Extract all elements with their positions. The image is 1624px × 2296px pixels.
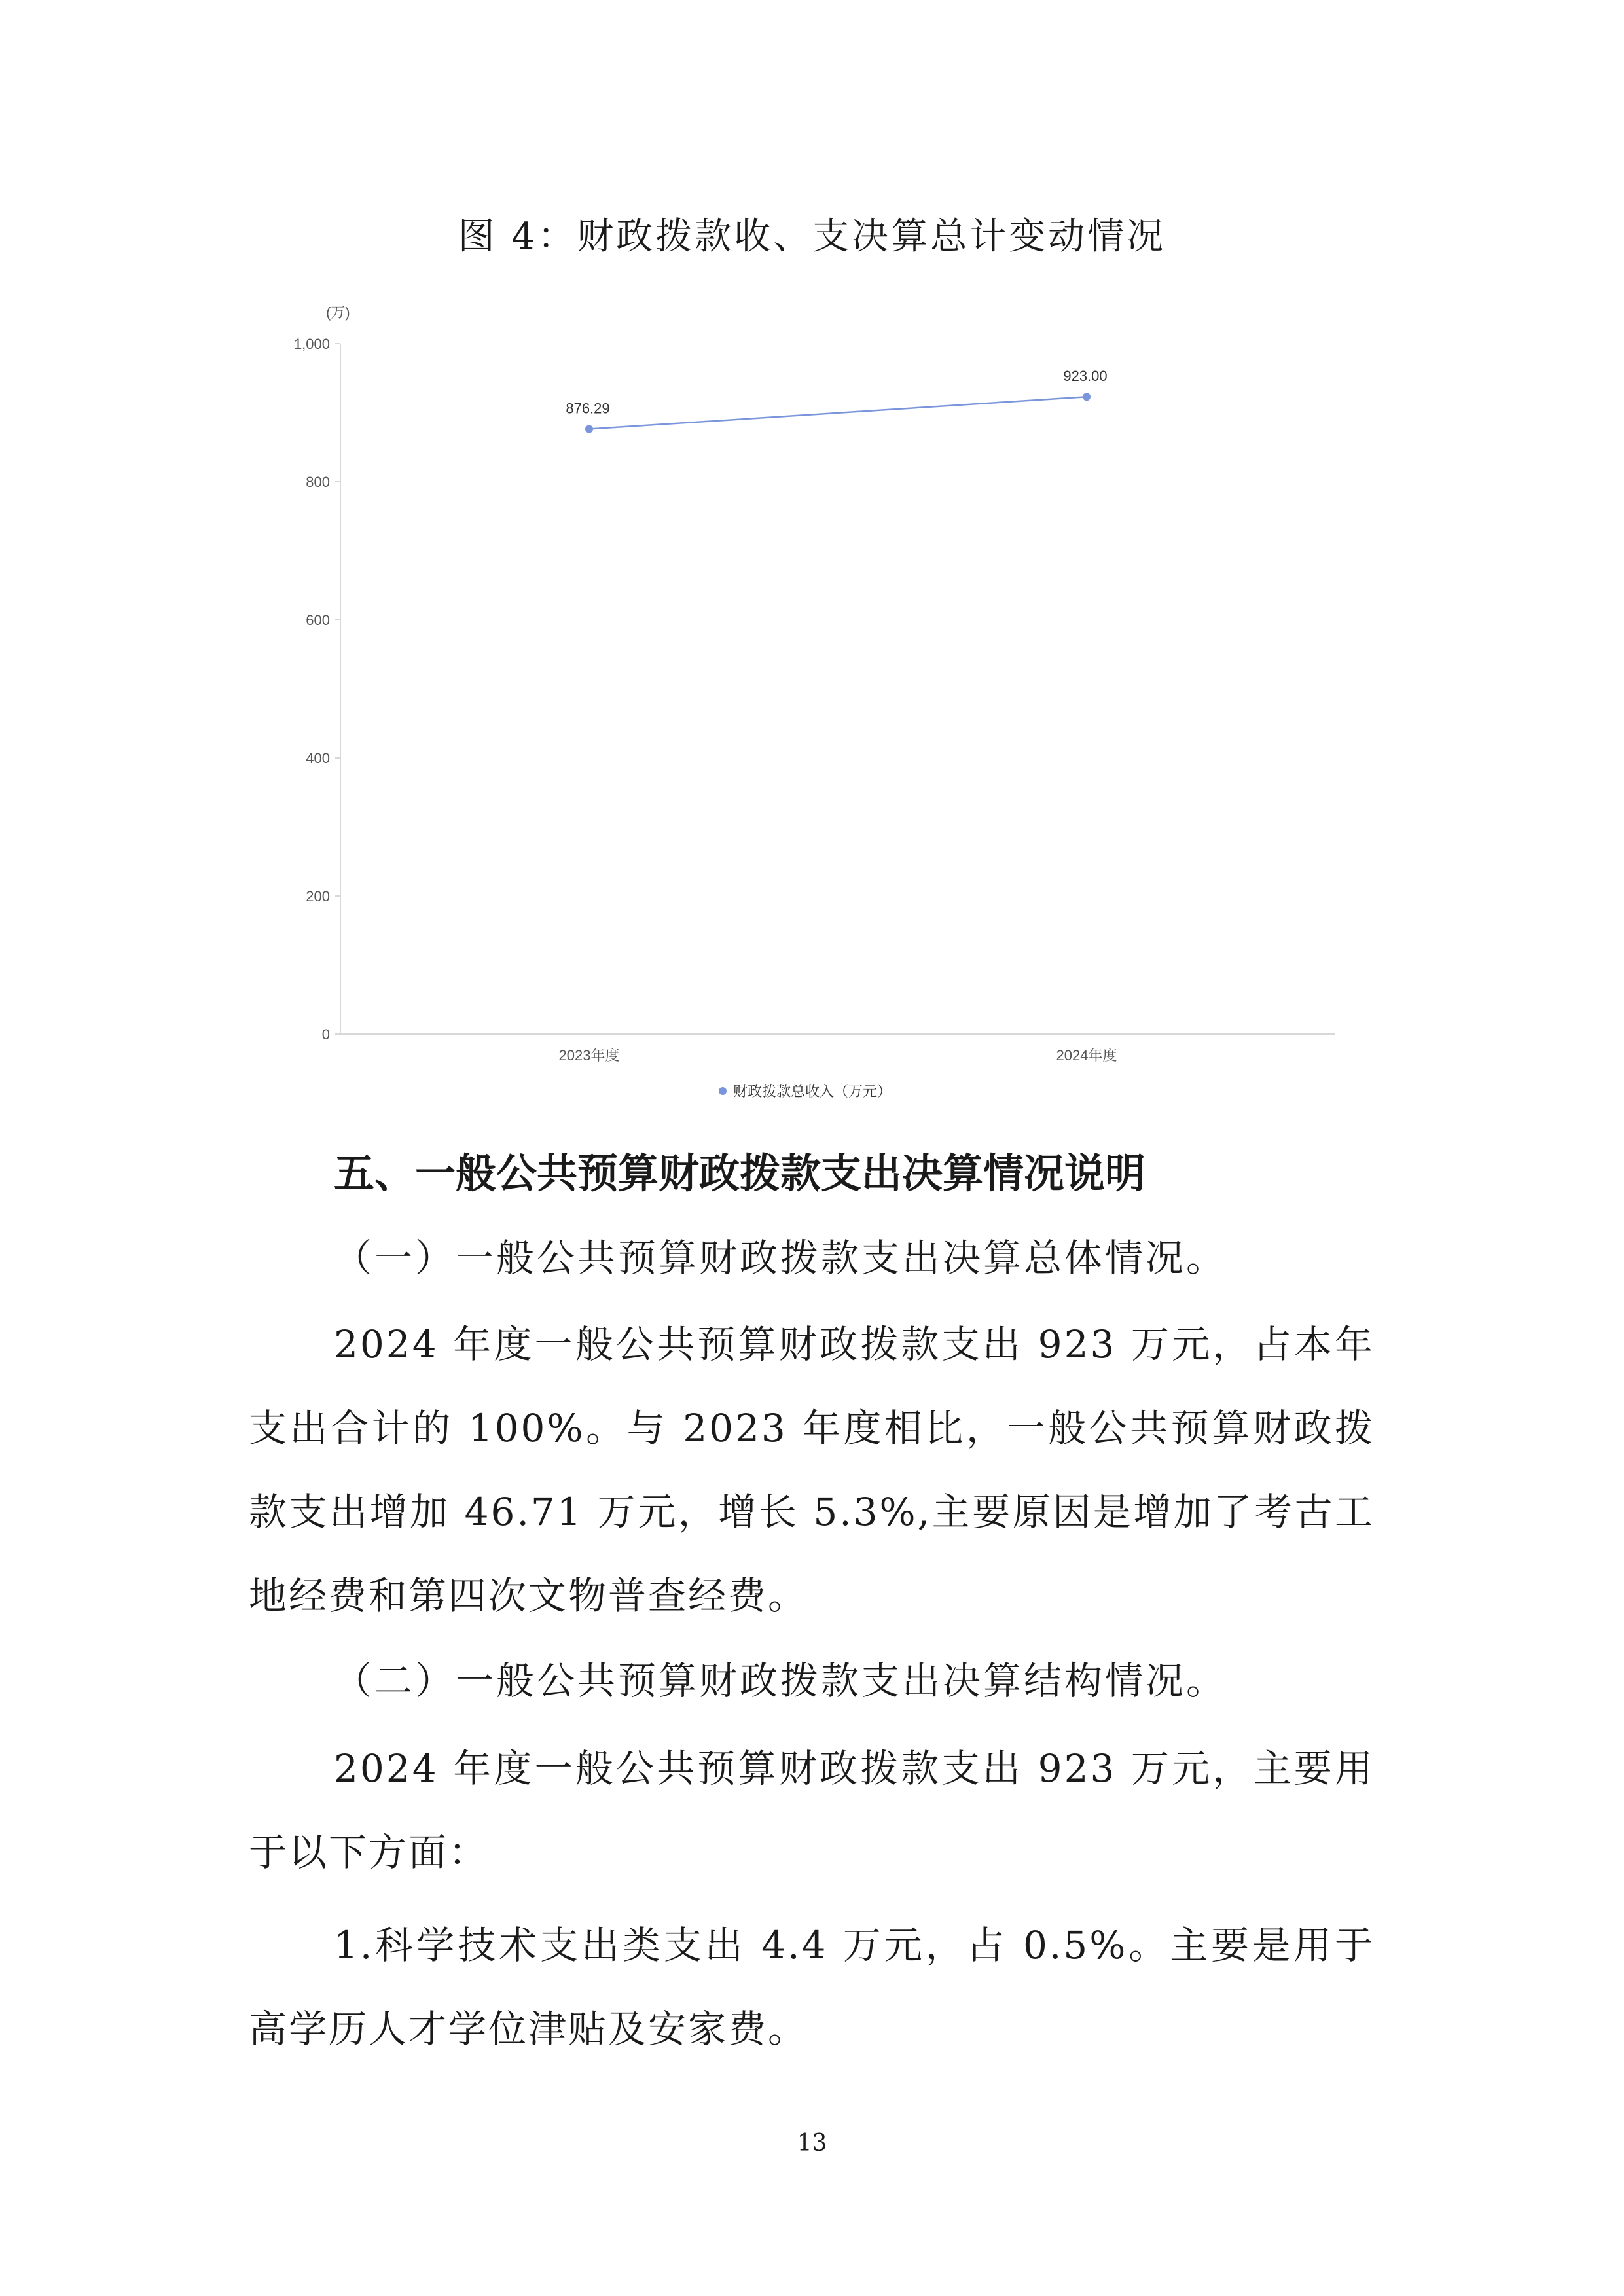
data-label: 876.29 (566, 400, 610, 417)
data-point (1083, 393, 1091, 401)
figure-title: 图 4：财政拨款收、支决算总计变动情况 (458, 215, 1166, 258)
legend (719, 1083, 892, 1100)
y-axis-unit: (万) (326, 304, 350, 321)
line-chart (262, 288, 1362, 1113)
y-tick-label: 1,000 (293, 336, 330, 352)
data-point (585, 425, 593, 433)
subheading-structure: （二）一般公共预算财政拨款支出决算结构情况。 (334, 1659, 1227, 1703)
series-line (589, 397, 1087, 429)
page-number: 13 (797, 2130, 827, 2157)
subheading-overall: （一）一般公共预算财政拨款支出决算总体情况。 (334, 1236, 1227, 1280)
paragraph-structure: 2024 年度一般公共预算财政拨款支出 923 万元，主要用于以下方面： (249, 1746, 1375, 1874)
legend-label: 财政拨款总收入（万元） (733, 1083, 892, 1100)
y-tick-label: 600 (306, 612, 330, 628)
x-tick-label: 2024年度 (1056, 1047, 1117, 1064)
legend-marker (719, 1087, 727, 1095)
x-tick-label: 2023年度 (558, 1047, 620, 1064)
y-tick-label: 800 (306, 474, 330, 490)
paragraph-overall: 2024 年度一般公共预算财政拨款支出 923 万元，占本年支出合计的 100%。与 2023 年度相比，一般公共预算财政拨款支出增加 46.71 万元，增长 5.3%,主要原因是增加了考古工地经费和第四次文物普查经费。 (249, 1322, 1375, 1618)
paragraph-science-expense: 1.科学技术支出类支出 4.4 万元，占 0.5%。主要是用于高学历人才学位津贴及安家费。 (249, 1923, 1375, 2051)
section-heading: 五、一般公共预算财政拨款支出决算情况说明 (334, 1149, 1146, 1197)
y-tick-label: 200 (306, 888, 330, 905)
y-tick-label: 400 (306, 750, 330, 766)
data-label: 923.00 (1063, 368, 1108, 385)
y-tick-label: 0 (321, 1026, 330, 1043)
